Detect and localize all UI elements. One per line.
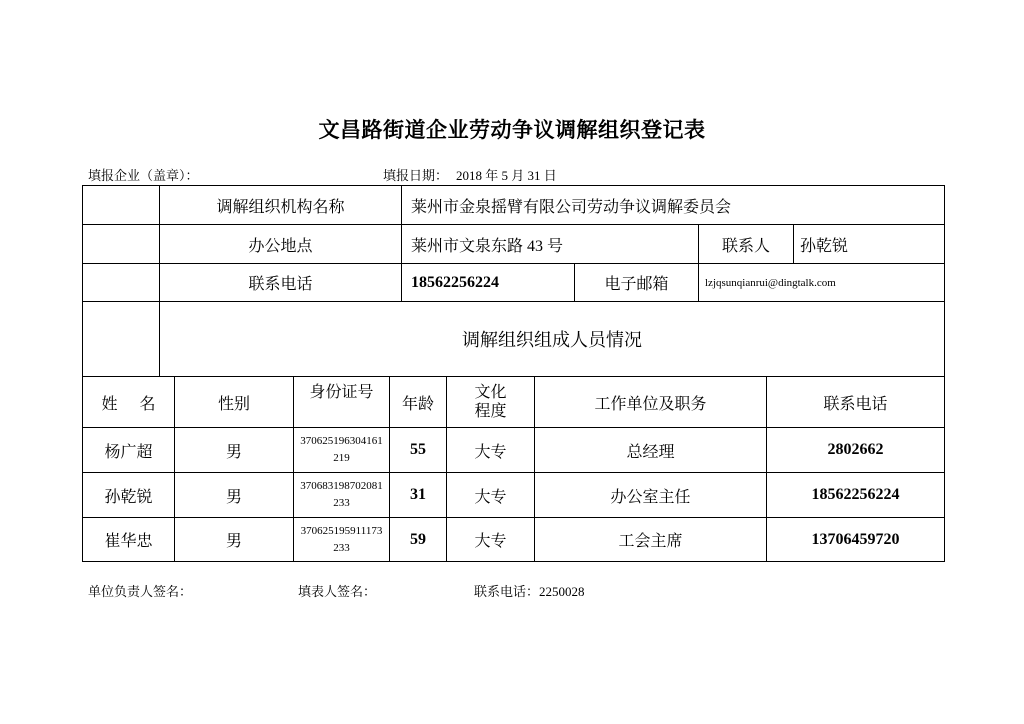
- filler-signature-label: 填表人签名：: [298, 584, 377, 599]
- address-label: 办公地点: [160, 225, 402, 264]
- footer-phone: [474, 581, 585, 600]
- member-phone: 2802662: [767, 428, 945, 473]
- member-age: 59: [390, 518, 447, 562]
- member-education: 大专: [447, 473, 535, 518]
- contact-value: 孙乾锐: [794, 225, 945, 264]
- col-header-gender: 性别: [175, 377, 294, 428]
- member-position: 总经理: [535, 428, 767, 473]
- col-header-education: [447, 377, 535, 428]
- member-position: 办公室主任: [535, 473, 767, 518]
- members-heading: 调解组织组成人员情况: [160, 302, 945, 377]
- member-name: 杨广超: [83, 428, 175, 473]
- member-id-cell: [294, 473, 390, 518]
- member-id-cell: [294, 428, 390, 473]
- email-label: 电子邮箱: [575, 264, 699, 302]
- member-gender: 男: [175, 428, 294, 473]
- org-address-row: [83, 225, 945, 264]
- member-age: 31: [390, 473, 447, 518]
- address-value: 莱州市文泉东路 43 号: [402, 225, 699, 264]
- member-age: 55: [390, 428, 447, 473]
- phone-value: 18562256224: [402, 264, 575, 302]
- leader-signature-label: 单位负责人签名：: [88, 584, 193, 599]
- blank-cell: [83, 186, 160, 225]
- company-label-text: 填报企业（盖章）：: [88, 168, 199, 183]
- col-header-name: 姓 名: [83, 377, 175, 428]
- email-value: lzjqsunqianrui@dingtalk.com: [699, 264, 945, 302]
- phone-label: 联系电话: [160, 264, 402, 302]
- member-id: 370625195911173233: [300, 524, 383, 554]
- footer-phone-value: 2250028: [539, 584, 585, 599]
- member-position: 工会主席: [535, 518, 767, 562]
- member-id-cell: [294, 518, 390, 562]
- member-education: 大专: [447, 428, 535, 473]
- col-header-id: 身份证号: [294, 377, 390, 428]
- member-phone: 13706459720: [767, 518, 945, 562]
- document-title: 文昌路街道企业劳动争议调解组织登记表: [318, 118, 706, 142]
- member-id: 370683198702081233: [300, 480, 383, 509]
- table-row: [83, 518, 945, 562]
- member-gender: 男: [175, 473, 294, 518]
- member-name: 崔华忠: [83, 518, 175, 562]
- org-name-row: [83, 186, 945, 225]
- member-gender: 男: [175, 518, 294, 562]
- member-id: 370625196304161219: [300, 435, 383, 464]
- col-header-education-text: 文化程度: [474, 384, 507, 420]
- fill-date-value: 2018 年 5 月 31 日: [456, 168, 557, 183]
- blank-cell: [83, 264, 160, 302]
- member-name: 孙乾锐: [83, 473, 175, 518]
- members-header-row: [83, 377, 945, 428]
- contact-label: 联系人: [699, 225, 794, 264]
- table-row: [83, 473, 945, 518]
- blank-cell: [83, 225, 160, 264]
- registration-form: [82, 185, 944, 562]
- org-name-value: 莱州市金泉摇臂有限公司劳动争议调解委员会: [402, 186, 945, 225]
- members-heading-row: [83, 302, 945, 377]
- fill-date-label: 填报日期：: [383, 168, 449, 183]
- org-name-label: 调解组织机构名称: [160, 186, 402, 225]
- org-phone-row: [83, 264, 945, 302]
- footer-phone-label: 联系电话：: [474, 584, 540, 599]
- org-info-table: [82, 185, 945, 377]
- company-label: [88, 165, 199, 184]
- member-phone: 18562256224: [767, 473, 945, 518]
- col-header-phone: 联系电话: [767, 377, 945, 428]
- table-row: [83, 428, 945, 473]
- col-header-age: 年龄: [390, 377, 447, 428]
- fill-date: [383, 165, 557, 184]
- members-table: [82, 376, 945, 562]
- member-education: 大专: [447, 518, 535, 562]
- col-header-position: 工作单位及职务: [535, 377, 767, 428]
- blank-cell: [83, 302, 160, 377]
